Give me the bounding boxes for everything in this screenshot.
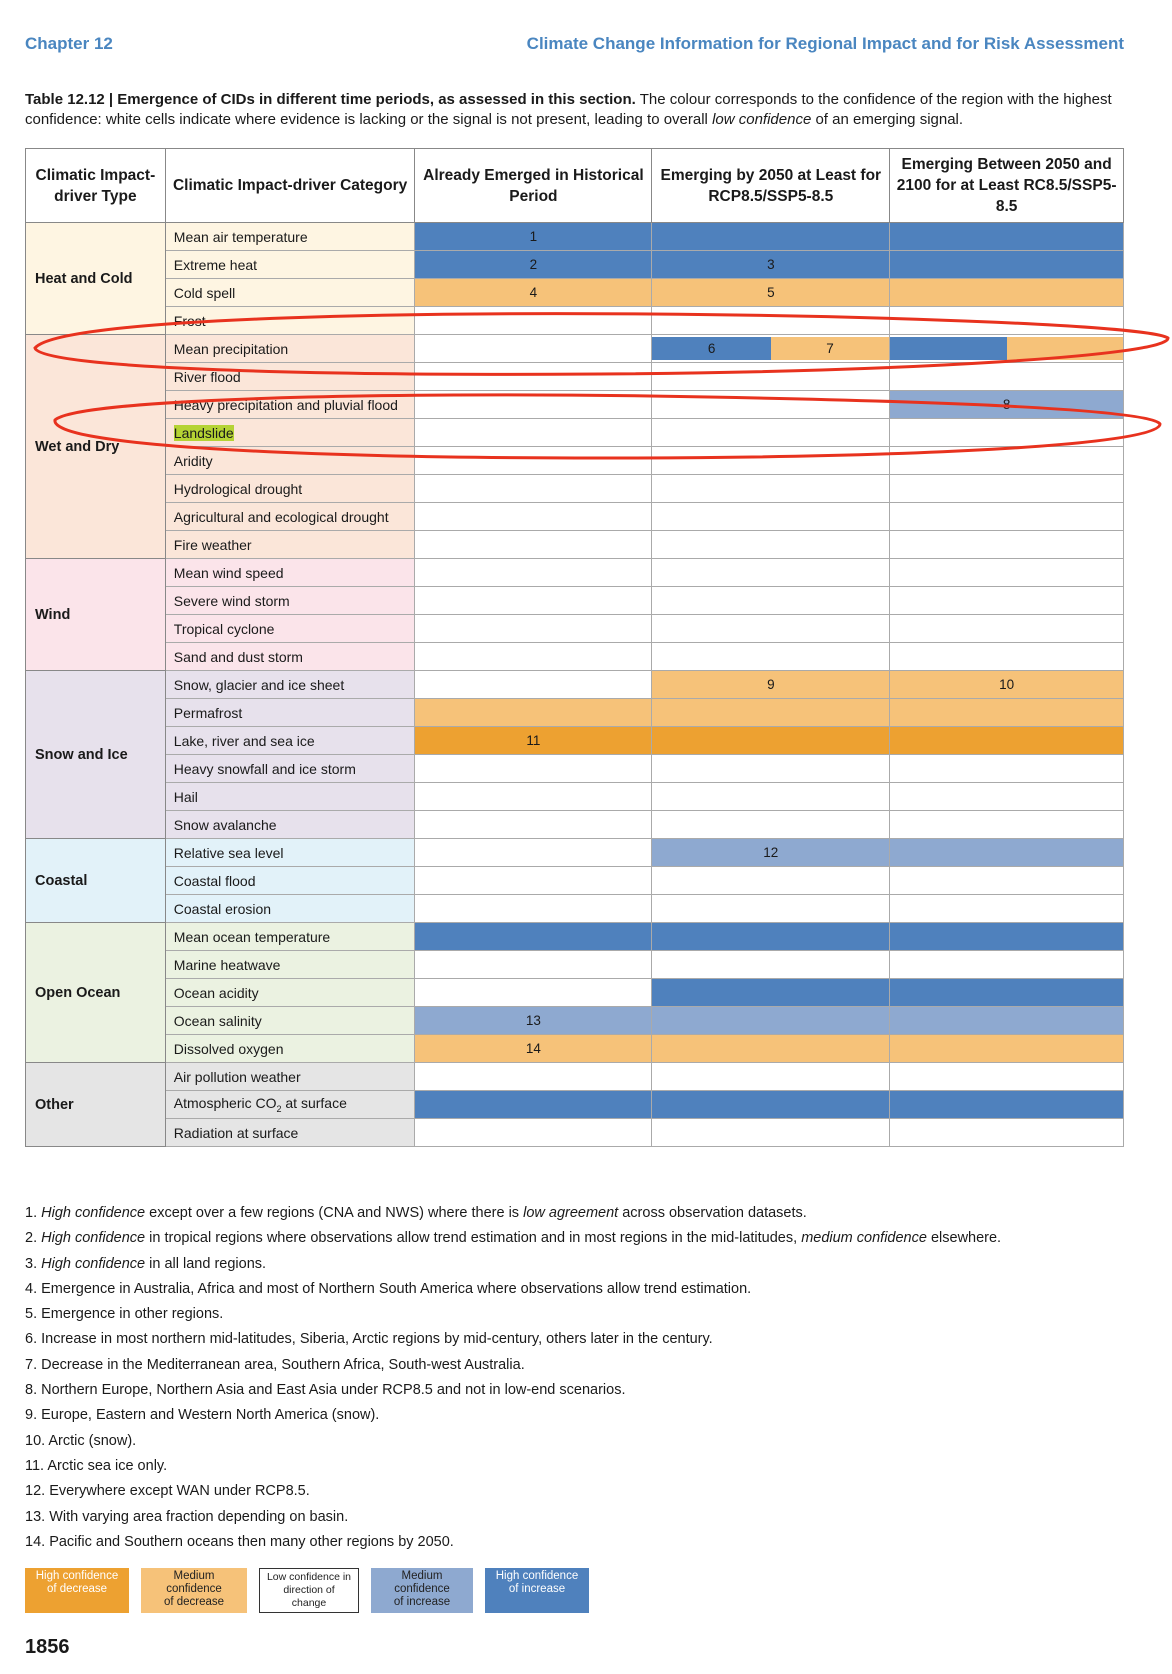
table-row xyxy=(26,279,1124,307)
table-cell xyxy=(890,839,1124,867)
footnote xyxy=(25,1378,1001,1403)
table-cell xyxy=(415,839,652,867)
table-cell: 13 xyxy=(415,1007,652,1035)
col-header-2100: Emerging Between 2050 and 2100 for at Least RC8.5/SSP5-8.5 xyxy=(890,149,1124,223)
footnote-part: Europe, Eastern and Western North America (snow). xyxy=(41,1407,380,1424)
table-cell xyxy=(890,1063,1124,1091)
chapter-label: Chapter 12 xyxy=(25,34,113,53)
footnote xyxy=(25,1530,1001,1555)
footnote-part: Emergence in Australia, Africa and most of Northern South America where observations allow trend estimation. xyxy=(41,1280,752,1297)
table-cell xyxy=(890,951,1124,979)
footnote-part: 1. xyxy=(25,1205,42,1221)
table-cell xyxy=(415,615,652,643)
row-label: Dissolved oxygen xyxy=(165,1035,415,1063)
group-other: Other xyxy=(26,1063,166,1147)
footnote-part: Arctic (snow). xyxy=(48,1432,137,1449)
row-label-text: Atmospheric CO xyxy=(173,1095,277,1112)
footnote-part: 13. xyxy=(25,1508,50,1525)
subscript: 2 xyxy=(276,1103,282,1114)
row-label xyxy=(165,1091,415,1119)
row-label: Hail xyxy=(165,783,415,811)
table-cell xyxy=(415,391,652,419)
footnote-part: in all land regions. xyxy=(145,1255,267,1272)
table-cell xyxy=(415,447,652,475)
table-row xyxy=(26,951,1124,979)
footnote xyxy=(25,1327,1001,1352)
table-row xyxy=(26,419,1124,447)
table-cell xyxy=(652,699,890,727)
row-label: Ocean salinity xyxy=(165,1007,415,1035)
col-header-category: Climatic Impact-driver Category xyxy=(165,149,415,223)
footnote-part: 6. xyxy=(25,1331,42,1348)
footnote-part: 3. xyxy=(25,1255,42,1272)
table-cell xyxy=(652,447,890,475)
legend xyxy=(25,1568,589,1613)
page-number: 1856 xyxy=(25,1636,70,1658)
row-label: Severe wind storm xyxy=(165,587,415,615)
row-label: Radiation at surface xyxy=(165,1119,415,1147)
table-cell xyxy=(652,643,890,671)
table-row xyxy=(26,475,1124,503)
table-cell xyxy=(890,1119,1124,1147)
row-label: Marine heatwave xyxy=(165,951,415,979)
row-label: Mean air temperature xyxy=(165,223,415,251)
row-label: Snow, glacier and ice sheet xyxy=(165,671,415,699)
table-cell xyxy=(415,699,652,727)
legend-medium-decrease: Medium confidence of decrease xyxy=(141,1568,247,1613)
table-cell xyxy=(652,951,890,979)
table-row xyxy=(26,1007,1124,1035)
row-label: Mean ocean temperature xyxy=(165,923,415,951)
footnote xyxy=(25,1201,1001,1226)
table-cell: 8 xyxy=(890,391,1124,419)
footnote-part: 2. xyxy=(25,1230,42,1247)
highlighted-text: Landslide xyxy=(173,424,234,441)
row-label: River flood xyxy=(165,363,415,391)
table-cell xyxy=(890,867,1124,895)
table-cell xyxy=(890,223,1124,251)
footnote-part: Everywhere except WAN under RCP8.5. xyxy=(49,1483,310,1500)
row-label: Heavy precipitation and pluvial flood xyxy=(165,391,415,419)
table-cell xyxy=(890,783,1124,811)
table-row xyxy=(26,363,1124,391)
footnote-part: Emergence in other regions. xyxy=(41,1306,224,1323)
table-cell xyxy=(890,1091,1124,1119)
table-cell xyxy=(415,867,652,895)
table-cell xyxy=(652,1119,890,1147)
table-row xyxy=(26,923,1124,951)
row-label: Coastal flood xyxy=(165,867,415,895)
table-cell xyxy=(415,951,652,979)
table-cell xyxy=(890,755,1124,783)
footnotes xyxy=(25,1201,1001,1555)
table-row xyxy=(26,755,1124,783)
row-label-text-end: at surface xyxy=(281,1095,347,1112)
table-cell xyxy=(652,223,890,251)
row-label: Aridity xyxy=(165,447,415,475)
col-header-2050: Emerging by 2050 at Least for RCP8.5/SSP5-8.5 xyxy=(652,149,890,223)
table-cell xyxy=(890,503,1124,531)
table-cell xyxy=(415,755,652,783)
footnote xyxy=(25,1479,1001,1504)
row-label: Air pollution weather xyxy=(165,1063,415,1091)
footnote-part: Pacific and Southern oceans then many other regions by 2050. xyxy=(49,1533,454,1550)
legend-medium-increase: Medium confidence of increase xyxy=(371,1568,473,1613)
footnote-part: except over a few regions (CNA and NWS) where there is xyxy=(145,1205,524,1221)
table-cell xyxy=(652,1007,890,1035)
row-label: Ocean acidity xyxy=(165,979,415,1007)
row-label: Cold spell xyxy=(165,279,415,307)
table-cell xyxy=(652,783,890,811)
footnote xyxy=(25,1252,1001,1277)
footnote-part: 4. xyxy=(25,1280,42,1297)
table-cell xyxy=(890,531,1124,559)
group-heat-and-cold: Heat and Cold xyxy=(26,223,166,335)
table-caption xyxy=(25,90,1125,130)
table-cell: 2 xyxy=(415,251,652,279)
table-row xyxy=(26,335,1124,363)
legend-high-increase: High confidence of increase xyxy=(485,1568,589,1613)
col-header-historical: Already Emerged in Historical Period xyxy=(415,149,652,223)
table-cell-split xyxy=(652,335,890,363)
row-label: Hydrological drought xyxy=(165,475,415,503)
table-cell xyxy=(890,1007,1124,1035)
table-row xyxy=(26,391,1124,419)
table-cell: 11 xyxy=(415,727,652,755)
table-row xyxy=(26,223,1124,251)
table-cell xyxy=(652,503,890,531)
row-label: Mean wind speed xyxy=(165,559,415,587)
caption-text: The colour corresponds to the confidence of the region with the highest confidence: white cells indicate where evidence is lacking or the signal is not present, leading to overall xyxy=(25,91,1112,128)
table-cell xyxy=(890,475,1124,503)
table-cell xyxy=(415,503,652,531)
footnote-part: elsewhere. xyxy=(926,1230,1002,1247)
row-label: Frost xyxy=(165,307,415,335)
footnote-part: Increase in most northern mid-latitudes, Siberia, Arctic regions by mid-century, others later in the century. xyxy=(41,1331,713,1348)
table-row xyxy=(26,615,1124,643)
table-row xyxy=(26,699,1124,727)
footnote-part: Northern Europe, Northern Asia and East Asia under RCP8.5 and not in low-end scenarios. xyxy=(41,1382,626,1399)
row-label: Coastal erosion xyxy=(165,895,415,923)
footnote-part: in tropical regions where observations allow trend estimation and in most regions in the mid-latitudes, xyxy=(145,1230,802,1247)
caption-text-end: of an emerging signal. xyxy=(811,111,964,128)
table-cell xyxy=(652,475,890,503)
table-cell: 12 xyxy=(652,839,890,867)
table-cell xyxy=(890,447,1124,475)
table-cell xyxy=(652,1091,890,1119)
table-cell xyxy=(652,615,890,643)
table-cell xyxy=(890,615,1124,643)
table-cell xyxy=(415,335,652,363)
table-row xyxy=(26,839,1124,867)
footnote xyxy=(25,1302,1001,1327)
table-cell xyxy=(890,559,1124,587)
table-cell xyxy=(415,811,652,839)
footnote-part: 5. xyxy=(25,1306,42,1323)
group-wind: Wind xyxy=(26,559,166,671)
table-cell xyxy=(652,363,890,391)
split-decrease xyxy=(1007,337,1123,360)
row-label xyxy=(165,419,415,447)
table-cell xyxy=(415,1119,652,1147)
legend-low-confidence: Low confidence in direction of change xyxy=(259,1568,359,1613)
footnote-part: High confidence xyxy=(41,1230,146,1247)
row-label: Permafrost xyxy=(165,699,415,727)
table-cell xyxy=(652,559,890,587)
table-cell xyxy=(415,363,652,391)
table-cell xyxy=(652,307,890,335)
table-row xyxy=(26,1091,1124,1119)
table-cell: 1 xyxy=(415,223,652,251)
footnote-part: 9. xyxy=(25,1407,42,1424)
row-label: Relative sea level xyxy=(165,839,415,867)
footnote-part: With varying area fraction depending on basin. xyxy=(49,1508,349,1525)
table-cell: 3 xyxy=(652,251,890,279)
table-cell xyxy=(415,671,652,699)
col-header-type: Climatic Impact-driver Type xyxy=(26,149,166,223)
footnote xyxy=(25,1277,1001,1302)
footnote xyxy=(25,1505,1001,1530)
group-open-ocean: Open Ocean xyxy=(26,923,166,1063)
table-row xyxy=(26,783,1124,811)
row-label: Tropical cyclone xyxy=(165,615,415,643)
table-cell xyxy=(652,895,890,923)
row-label: Agricultural and ecological drought xyxy=(165,503,415,531)
footnote-part: low agreement xyxy=(523,1205,619,1221)
footnote-part: 10. xyxy=(25,1432,49,1449)
table-cell: 14 xyxy=(415,1035,652,1063)
table-cell xyxy=(890,923,1124,951)
split-decrease: 7 xyxy=(771,337,889,360)
footnote-part: High confidence xyxy=(41,1255,146,1272)
table-cell xyxy=(890,587,1124,615)
table-cell: 4 xyxy=(415,279,652,307)
table-cell: 5 xyxy=(652,279,890,307)
table-cell xyxy=(415,1091,652,1119)
footnote-part: across observation datasets. xyxy=(618,1205,807,1221)
table-row xyxy=(26,587,1124,615)
table-row xyxy=(26,671,1124,699)
caption-italic: low confidence xyxy=(712,111,812,128)
table-cell-split xyxy=(890,335,1124,363)
table-cell xyxy=(415,895,652,923)
table-cell xyxy=(415,419,652,447)
table-cell: 10 xyxy=(890,671,1124,699)
table-cell xyxy=(415,475,652,503)
table-row xyxy=(26,307,1124,335)
table-cell xyxy=(652,1035,890,1063)
table-cell xyxy=(890,895,1124,923)
table-cell xyxy=(890,811,1124,839)
table-row xyxy=(26,503,1124,531)
table-header-row xyxy=(26,149,1124,223)
table-cell xyxy=(415,307,652,335)
row-label: Snow avalanche xyxy=(165,811,415,839)
table-cell xyxy=(415,923,652,951)
table-cell xyxy=(890,727,1124,755)
row-label: Heavy snowfall and ice storm xyxy=(165,755,415,783)
table-cell xyxy=(890,699,1124,727)
caption-label: Table 12.12 | Emergence of CIDs in different time periods, as assessed in this section. xyxy=(25,91,636,108)
table-cell xyxy=(652,867,890,895)
table-row xyxy=(26,559,1124,587)
table-row xyxy=(26,727,1124,755)
split-increase: 6 xyxy=(652,337,770,360)
table-cell xyxy=(652,979,890,1007)
footnote-part: 14. xyxy=(25,1533,50,1550)
table-row xyxy=(26,1119,1124,1147)
footnote xyxy=(25,1226,1001,1251)
table-row xyxy=(26,867,1124,895)
table-cell xyxy=(890,251,1124,279)
footnote xyxy=(25,1454,1001,1479)
table-cell xyxy=(890,1035,1124,1063)
table-cell xyxy=(415,783,652,811)
table-cell xyxy=(890,979,1124,1007)
table-cell xyxy=(652,755,890,783)
table-cell xyxy=(415,1063,652,1091)
row-label: Lake, river and sea ice xyxy=(165,727,415,755)
row-label: Extreme heat xyxy=(165,251,415,279)
footnote xyxy=(25,1403,1001,1428)
footnote-part: 7. xyxy=(25,1356,42,1373)
table-cell xyxy=(652,727,890,755)
table-cell xyxy=(890,307,1124,335)
footnote-part: Decrease in the Mediterranean area, Southern Africa, South-west Australia. xyxy=(41,1356,525,1373)
footnote-part: High confidence xyxy=(41,1205,146,1221)
table-cell xyxy=(890,279,1124,307)
table-cell xyxy=(652,419,890,447)
table-cell xyxy=(652,811,890,839)
table-row xyxy=(26,895,1124,923)
table-row xyxy=(26,979,1124,1007)
table-row xyxy=(26,447,1124,475)
table-cell xyxy=(652,587,890,615)
split-increase xyxy=(890,337,1006,360)
chapter-title: Climate Change Information for Regional Impact and for Risk Assessment xyxy=(526,34,1124,53)
table-row xyxy=(26,251,1124,279)
table-cell xyxy=(652,1063,890,1091)
table-cell xyxy=(415,979,652,1007)
footnote xyxy=(25,1353,1001,1378)
row-label: Mean precipitation xyxy=(165,335,415,363)
footnote xyxy=(25,1429,1001,1454)
group-snow-and-ice: Snow and Ice xyxy=(26,671,166,839)
group-wet-and-dry: Wet and Dry xyxy=(26,335,166,559)
table-row xyxy=(26,1063,1124,1091)
table-cell xyxy=(652,391,890,419)
table-cell xyxy=(415,587,652,615)
table-cell xyxy=(890,643,1124,671)
table-cell xyxy=(652,531,890,559)
row-label: Fire weather xyxy=(165,531,415,559)
footnote-part: 12. xyxy=(25,1483,50,1500)
table-row xyxy=(26,811,1124,839)
group-coastal: Coastal xyxy=(26,839,166,923)
cid-emergence-table xyxy=(25,148,1124,1147)
table-row xyxy=(26,643,1124,671)
footnote-part: medium confidence xyxy=(801,1230,927,1247)
row-label: Sand and dust storm xyxy=(165,643,415,671)
table-row xyxy=(26,1035,1124,1063)
table-cell xyxy=(415,559,652,587)
table-row xyxy=(26,531,1124,559)
legend-high-decrease: High confidence of decrease xyxy=(25,1568,129,1613)
table-cell xyxy=(415,643,652,671)
table-cell xyxy=(890,363,1124,391)
footnote-part: 11. xyxy=(25,1457,48,1474)
table-cell xyxy=(652,923,890,951)
footnote-part: Arctic sea ice only. xyxy=(47,1457,168,1474)
table-cell xyxy=(415,531,652,559)
table-cell: 9 xyxy=(652,671,890,699)
footnote-part: 8. xyxy=(25,1382,42,1399)
table-cell xyxy=(890,419,1124,447)
